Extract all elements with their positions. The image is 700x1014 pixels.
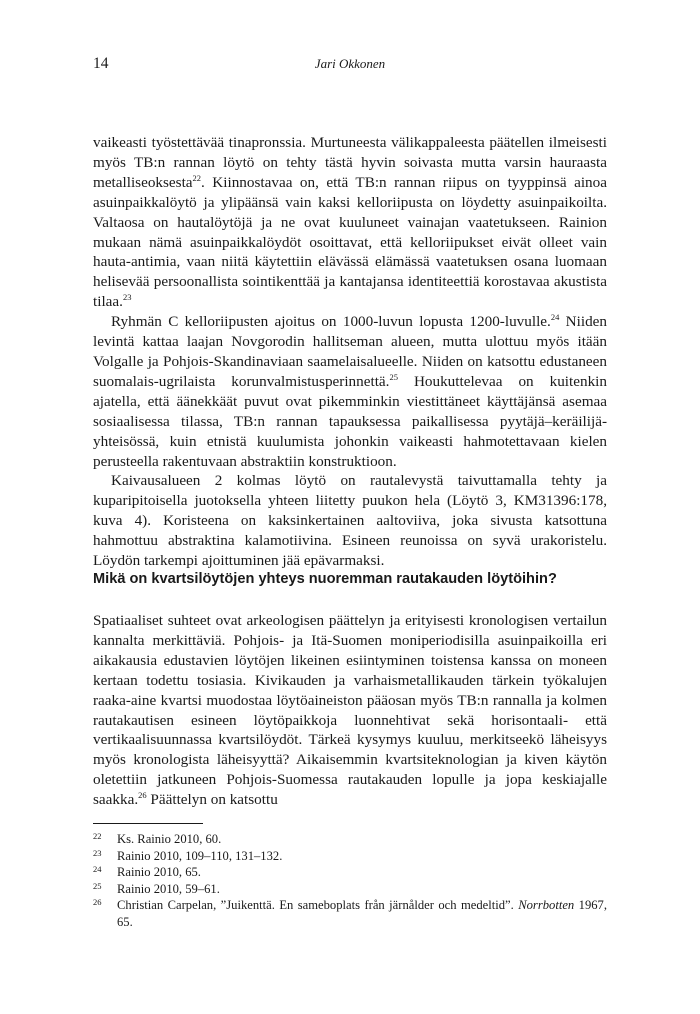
footnote-text: [117, 831, 607, 848]
section-heading: Mikä on kvartsilöytöjen yhteys nuoremman rautakauden löytöihin?: [93, 571, 557, 587]
footnote-text: [117, 864, 607, 881]
footnote-25: [93, 881, 607, 898]
footnote-number: 25: [93, 880, 102, 891]
text-segment: 1967, 65.: [117, 898, 607, 929]
footnote-reference: 24: [550, 312, 560, 323]
paragraph-2: [93, 312, 607, 471]
footnote-reference: 26: [138, 790, 147, 801]
text-segment: Päättelyn on katsottu: [146, 791, 278, 809]
footnote-number: 26: [93, 897, 102, 907]
footnote-23: [93, 848, 607, 865]
body-text: [93, 133, 607, 571]
text-segment: Ryhmän C kelloriipusten ajoitus on 1000-luvun lopusta 1200-luvulle.: [111, 313, 551, 331]
section-paragraph: [93, 611, 607, 810]
text-segment: Ks. Rainio 2010, 60.: [117, 832, 222, 846]
text-segment: vaikeasti työstettävää tinapronssia. Murtuneesta välikappaleesta päätellen ilmeisesti myös TB:n rannan löytö on tehty tästä hyvin soivasta mutta varsin hauraasta metalliseoksesta: [93, 134, 607, 191]
footnote-26: [93, 897, 607, 930]
footnote-reference: 25: [389, 371, 398, 382]
paragraph-3: [93, 471, 607, 571]
paragraph-1: [93, 133, 607, 312]
footnote-number: 24: [93, 864, 102, 874]
footnote-24: [93, 864, 607, 881]
text-segment: Christian Carpelan, ”Juikenttä. En sameboplats från järnålder och medeltid”.: [117, 898, 519, 912]
page-number: 14: [93, 55, 109, 72]
text-segment: Houkuttelevaa on kuitenkin ajatella, että äänekkäät puvut ovat pikemminkin viestittäneet käyttäjänsä asemaa sosiaalisessa tilassa, TB:n rannan tapauksessa paikallisessa pyytäjä–keräilijä-yhteisössä, kuin etnistä kuulumista johonkin vaikeasti hahmotettavaan kielen perusteella rakentuvaan abstraktiin konstruktioon.: [93, 372, 607, 470]
text-segment: . Kiinnostavaa on, että TB:n rannan riipus on tyyppinsä ainoa asuinpaikkalöytö ja ylipäänsä vain kaksi kelloriipusta on löydetty asuinpaikoilta. Valtaosa on hautalöytöjä ja ne ovat kuuluneet vainajan vaatetukseen. Rainion mukaan nämä asuinpaikkalöydöt osoittavat, että kelloriipukset eivät olleet vain hauta-antimia, vaan niitä käytettiin elävässä elämässä vaatetuksen osana luomaan helisevää persoonallista sointikenttää ja kantajansa identiteettiä korostavaa akustista tilaa.: [93, 173, 607, 311]
italic-title: Norrbotten: [518, 898, 575, 912]
footnote-22: [93, 831, 607, 848]
text-segment: Rainio 2010, 109–110, 131–132.: [117, 848, 283, 863]
footnote-separator: [93, 823, 203, 824]
running-head-author: Jari Okkonen: [314, 56, 386, 71]
footnote-text: [117, 897, 607, 930]
footnote-number: 22: [93, 831, 102, 841]
footnote-number: 23: [93, 847, 102, 858]
text-segment: Spatiaaliset suhteet ovat arkeologisen päättelyn ja erityisesti kronologisen vertailun kannalta merkittäviä. Pohjois- ja Itä-Suomen moniperiodisilla asuinpaikoilla eri aikakausia edustavien löytöjen likeinen esiintyminen toistensa kanssa on moneen kertaan todettu tosiasia. Kivikauden ja varhaismetallikauden tärkein työkalujen raaka-aine kvartsi muodostaa löytöaineiston pääosan myös TB:n rannalla ja kolmen rautakautisen esineen löytöpaikkoja luonnehtivat sekä horisontaali- että vertikaalisuunnassa kvartsilöydöt. Tärkeä kysymys kuuluu, merkitseekö läheisyys myös kronologista läheisyyttä? Aikaisemmin kvartsiteknologian ja kiven käytön oletettiin jatkuneen Pohjois-Suomessa rautakauden lopulle ja jopa keskiajalle saakka.: [93, 612, 607, 809]
text-segment: Rainio 2010, 65.: [117, 865, 201, 879]
text-segment: Niiden levintä kattaa laajan Novgorodin hallitseman alueen, mutta ulottuu myös itään Volgalle ja Pohjois-Skandinaviaan saamelaisalueelle. Niiden on katsottu edustaneen suomalais-ugrilaista korunvalmistusperinnettä.: [93, 313, 607, 390]
footnote-text: [117, 881, 607, 898]
footnote-text: [117, 848, 607, 865]
footnotes: [93, 831, 607, 930]
page-header: [93, 55, 607, 77]
text-segment: Kaivausalueen 2 kolmas löytö on rautalevystä taivuttamalla tehty ja kuparipitoisella juotoksella yhteen liitetty puukon hela (Löytö 3, KM31396:178, kuva 4). Koristeena on kaksinkertainen aaltoviiva, joka sivusta katsottuna hahmottuu abstraktina kalamotiivina. Esineen reunoissa on syvä urakoristelu. Löydön tarkempi ajoittuminen jää epävarmaksi.: [93, 472, 607, 570]
section-body: [93, 611, 607, 810]
footnote-reference: 23: [122, 292, 132, 303]
footnote-reference: 22: [192, 172, 202, 183]
text-segment: Rainio 2010, 59–61.: [117, 881, 220, 896]
